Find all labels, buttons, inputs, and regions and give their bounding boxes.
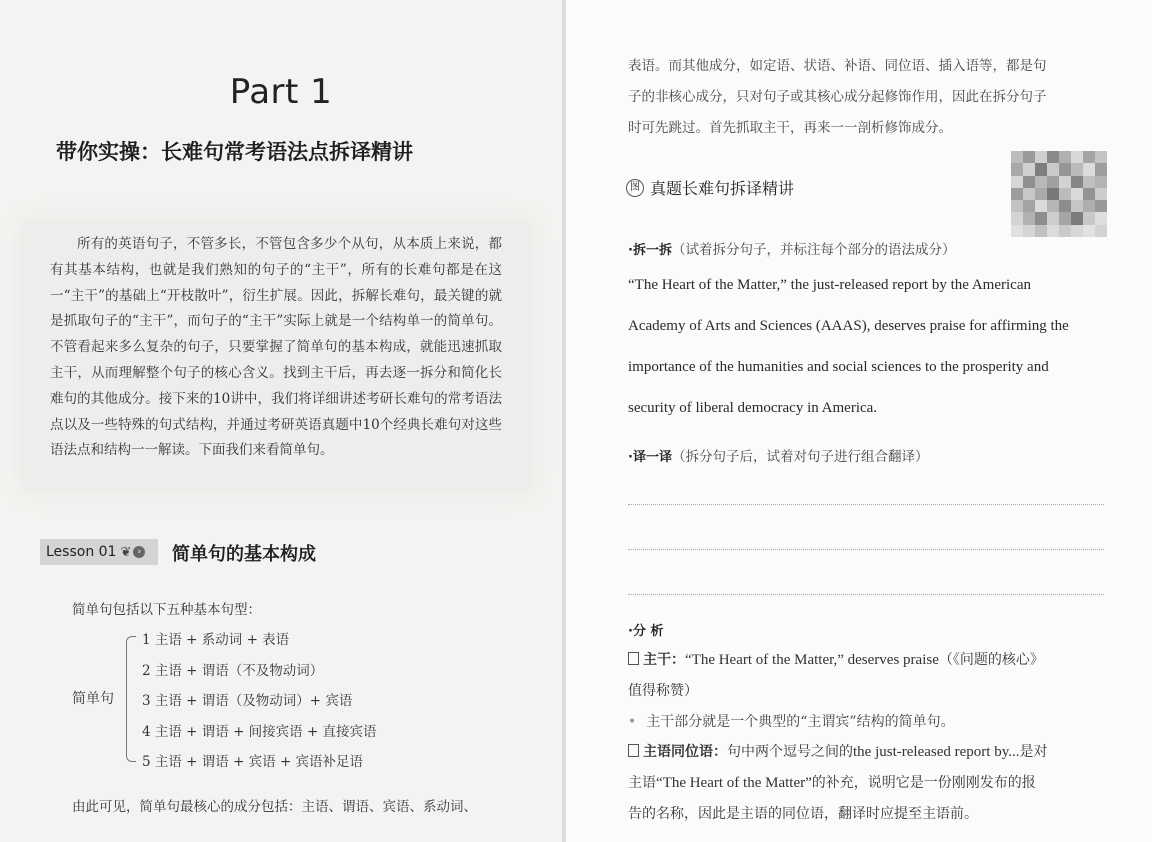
appositive-label: 主语同位语： xyxy=(643,744,727,760)
pattern-item: 2 主语 + 谓语（不及物动词） xyxy=(142,663,324,679)
analysis-trunk-cont: 值得称赞） xyxy=(628,683,698,699)
line2-a: 主语 xyxy=(628,775,656,791)
appositive-text-b: 是对 xyxy=(1019,744,1048,760)
analysis-appositive-line2 xyxy=(628,772,1036,792)
pattern-item: 4 主语 + 谓语 + 间接宾语 + 直接宾语 xyxy=(142,724,377,740)
lesson-tag xyxy=(40,539,158,565)
part-title: Part 1 xyxy=(229,72,333,112)
chai-label: ·拆一拆 xyxy=(628,243,672,258)
trunk-label: 主干： xyxy=(643,652,685,668)
chapter-title: 带你实操：长难句常考语法点拆译精讲 xyxy=(56,140,413,164)
analysis-trunk xyxy=(628,649,1044,669)
pattern-item: 5 主语 + 谓语 + 宾语 + 宾语补足语 xyxy=(142,754,364,770)
sentence-line: “The Heart of the Matter,” the just-released report by the American xyxy=(628,277,1031,293)
section-title-text: 真题长难句拆译精讲 xyxy=(650,179,795,198)
sentence-line: importance of the humanities and social sciences to the prosperity and xyxy=(628,359,1049,375)
brace xyxy=(126,636,136,762)
doc-icon xyxy=(628,652,639,665)
appositive-en: the just-released report by... xyxy=(853,744,1020,760)
leaf-icon: ❦ xyxy=(120,544,132,560)
qr-code-image xyxy=(1011,151,1107,237)
answer-line xyxy=(628,549,1104,550)
yi-heading xyxy=(628,445,928,465)
lead-text: 简单句包括以下五种基本句型： xyxy=(72,602,261,618)
brace-label: 简单句 xyxy=(72,691,114,707)
analysis-note: • 主干部分就是一个典型的“主谓宾”结构的简单句。 xyxy=(628,714,955,730)
analysis-appositive xyxy=(628,741,1047,761)
pattern-item: 1 主语 + 系动词 + 表语 xyxy=(142,632,290,648)
answer-line xyxy=(628,594,1104,595)
appositive-text-a: 句中两个逗号之间的 xyxy=(727,744,853,760)
analysis-appositive-line3: 告的名称，因此是主语的同位语，翻译时应提至主语前。 xyxy=(628,806,978,822)
doc-icon xyxy=(628,744,639,757)
bottom-text: 由此可见，简单句最核心的成分包括：主语、谓语、宾语、系动词、 xyxy=(72,799,477,815)
analysis-title: ·分 析 xyxy=(628,624,664,639)
sentence-line: security of liberal democracy in America. xyxy=(628,400,878,416)
yi-label: ·译一译 xyxy=(628,450,672,465)
note-text: 主干部分就是一个典型的“主谓宾”结构的简单句。 xyxy=(646,714,955,730)
sentence-line: Academy of Arts and Sciences (AAAS), deserves praise for affirming the xyxy=(628,318,1069,334)
section-title xyxy=(626,176,794,199)
arrow-icon: › xyxy=(133,546,145,558)
lesson-title: 简单句的基本构成 xyxy=(172,544,316,565)
trunk-zh: （《问题的核心》 xyxy=(938,652,1044,668)
text-line: 子的非核心成分，只对句子或其核心成分起修饰作用，因此在拆分句子 xyxy=(628,89,1047,105)
section-badge-icon: 图 xyxy=(626,179,644,197)
text-line: 表语。而其他成分，如定语、状语、补语、同位语、插入语等，都是句 xyxy=(628,58,1047,74)
chai-hint: （试着拆分句子，并标注每个部分的语法成分） xyxy=(671,242,956,258)
line2-en: “The Heart of the Matter” xyxy=(656,775,812,791)
trunk-en: “The Heart of the Matter,” deserves praise xyxy=(685,652,939,668)
chai-heading xyxy=(628,238,955,258)
pattern-item: 3 主语 + 谓语（及物动词）+ 宾语 xyxy=(142,693,353,709)
line2-b: 的补充，说明它是一份刚刚发布的报 xyxy=(811,775,1036,791)
intro-paragraph: 所有的英语句子，不管多长，不管包含多少个从句，从本质上来说，都有其基本结构，也就是我们熟知的句子的“主干”，所有的长难句都是在这一“主干”的基础上“开枝散叶”，衍生扩展。因此，拆解长难句，最关键的就是抓取句子的“主干”，而句子的“主干”实际上就是一个结构单一的简单句。不管看起来多么复杂的句子，只要掌握了简单句的基本构成，就能迅速抓取主干，从而理解整个句子的核心含义。找到主干后，再去逐一拆分和简化长难句的其他成分。接下来的10讲中，我们将详细讲述考研长难句的常考语法点以及一些特殊的句式结构，并通过考研英语真题中10个经典长难句对这些语法点和结构一一解读。下面我们来看简单句。 xyxy=(50,236,502,459)
lesson-tag-label: Lesson 01 xyxy=(46,544,117,560)
text-line: 时可先跳过。首先抓取主干，再来一一剖析修饰成分。 xyxy=(628,120,952,136)
answer-line xyxy=(628,504,1104,505)
left-page xyxy=(0,0,562,842)
yi-hint: （拆分句子后，试着对句子进行组合翻译） xyxy=(671,449,929,465)
